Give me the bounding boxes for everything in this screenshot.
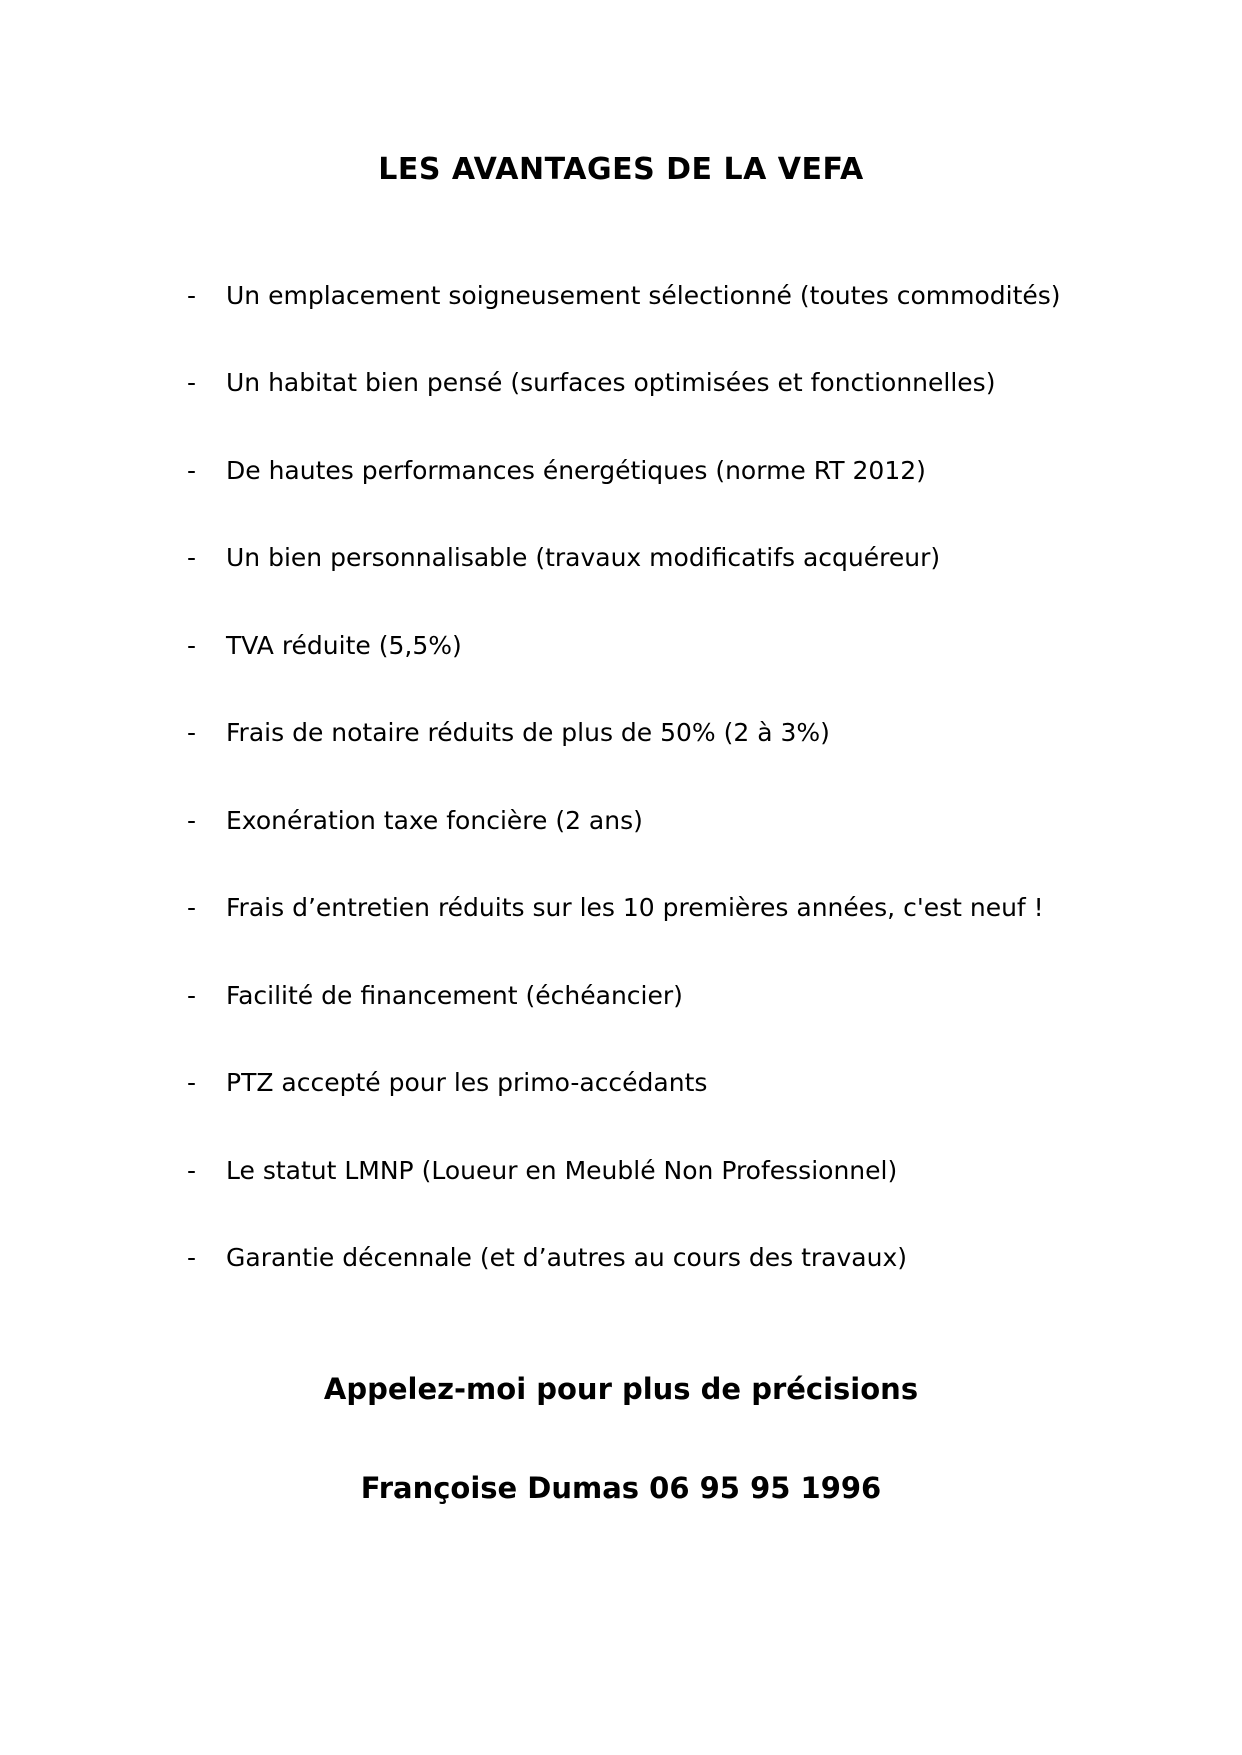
bullet-dash: - xyxy=(187,893,197,922)
list-item xyxy=(0,276,1242,316)
page-title: LES AVANTAGES DE LA VEFA xyxy=(378,152,864,187)
bullet-dash: - xyxy=(187,806,197,835)
list-item xyxy=(0,451,1242,491)
list-item-text: PTZ accepté pour les primo-accédants xyxy=(226,1068,708,1097)
bullet-dash: - xyxy=(187,1156,197,1185)
list-item-text: Un bien personnalisable (travaux modificatifs acquéreur) xyxy=(226,543,941,572)
list-item-text: TVA réduite (5,5%) xyxy=(226,631,462,660)
bullet-dash: - xyxy=(187,718,197,747)
list-item-text: De hautes performances énergétiques (norme RT 2012) xyxy=(226,456,926,485)
list-item-text: Exonération taxe foncière (2 ans) xyxy=(226,806,643,835)
list-item xyxy=(0,888,1242,928)
bullet-dash: - xyxy=(187,543,197,572)
list-item-text: Le statut LMNP (Loueur en Meublé Non Professionnel) xyxy=(226,1156,898,1185)
bullet-dash: - xyxy=(187,368,197,397)
bullet-dash: - xyxy=(187,631,197,660)
list-item-text: Garantie décennale (et d’autres au cours des travaux) xyxy=(226,1243,907,1272)
bullet-dash: - xyxy=(187,1243,197,1272)
list-item-text: Un habitat bien pensé (surfaces optimisées et fonctionnelles) xyxy=(226,368,996,397)
list-item xyxy=(0,976,1242,1016)
list-item-text: Frais d’entretien réduits sur les 10 premières années, c'est neuf ! xyxy=(226,893,1044,922)
list-item xyxy=(0,1063,1242,1103)
list-item xyxy=(0,713,1242,753)
bullet-dash: - xyxy=(187,281,197,310)
bullet-dash: - xyxy=(187,456,197,485)
call-to-action: Appelez-moi pour plus de précisions xyxy=(323,1372,919,1406)
bullet-dash: - xyxy=(187,1068,197,1097)
list-item xyxy=(0,626,1242,666)
list-item xyxy=(0,363,1242,403)
list-item-text: Frais de notaire réduits de plus de 50% (2 à 3%) xyxy=(226,718,830,747)
contact-info: Françoise Dumas 06 95 95 1996 xyxy=(360,1471,882,1505)
list-item xyxy=(0,1151,1242,1191)
list-item xyxy=(0,801,1242,841)
list-item-text: Facilité de financement (échéancier) xyxy=(226,981,683,1010)
list-item xyxy=(0,538,1242,578)
list-item-text: Un emplacement soigneusement sélectionné (toutes commodités) xyxy=(226,281,1061,310)
list-item xyxy=(0,1238,1242,1278)
bullet-dash: - xyxy=(187,981,197,1010)
